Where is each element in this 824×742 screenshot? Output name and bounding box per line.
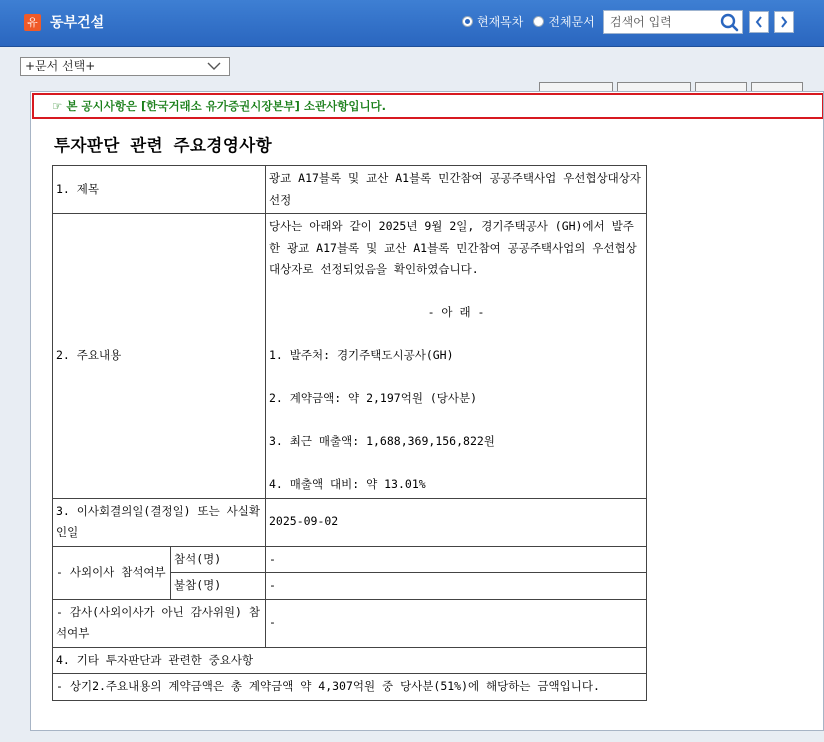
search-icon[interactable]: [718, 12, 740, 32]
row-value-absent: -: [266, 573, 647, 600]
radio-whole-document[interactable]: [533, 13, 594, 30]
chevron-left-icon: [755, 16, 763, 28]
table-row: [53, 599, 647, 647]
chevron-right-icon: [780, 16, 788, 28]
table-row: [53, 498, 647, 546]
search-scope-group: [462, 13, 605, 30]
next-button[interactable]: [774, 11, 794, 33]
row-label-title: 1. 제목: [53, 166, 266, 214]
row-label-auditor: - 감사(사외이사가 아닌 감사위원) 참석여부: [53, 599, 266, 647]
content-item: 4. 매출액 대비: 약 13.01%: [269, 477, 426, 491]
row-label-other-matters: 4. 기타 투자판단과 관련한 중요사항: [53, 647, 647, 674]
row-value-main-content: [266, 214, 647, 499]
row-label-absent: 불참(명): [171, 573, 266, 600]
radio-all-label: 전체문서: [548, 15, 595, 29]
document-select[interactable]: [20, 57, 230, 76]
market-badge: 유: [24, 14, 41, 31]
table-row: [53, 166, 647, 214]
company-name[interactable]: 동부건설: [50, 15, 105, 31]
row-label-main-content: 2. 주요내용: [53, 214, 266, 499]
radio-current-label: 현재목차: [477, 15, 524, 29]
row-value-auditor: -: [266, 599, 647, 647]
content-intro: 당사는 아래와 같이 2025년 9월 2일, 경기주택공사 (GH)에서 발주한 광교 A17블록 및 교산 A1블록 민간참여 공공주택사업의 우선협상대상자로 선정되었음을 확인하였습니다.: [269, 219, 637, 276]
prev-button[interactable]: [749, 11, 769, 33]
content-below-heading: - 아 래 -: [427, 305, 485, 319]
radio-current-section[interactable]: [462, 13, 523, 30]
jurisdiction-notice: ☞ 본 공시사항은 [한국거래소 유가증권시장본부] 소관사항입니다.: [32, 93, 824, 119]
content-item: 2. 계약금액: 약 2,197억원 (당사분): [269, 391, 478, 405]
row-label-attend: 참석(명): [171, 546, 266, 573]
chevron-down-icon: [207, 62, 221, 71]
row-value-other-matters: - 상기2.주요내용의 계약금액은 총 계약금액 약 4,307억원 중 당사분(51%)에 해당하는 금액입니다.: [53, 674, 647, 701]
row-value-attend: -: [266, 546, 647, 573]
table-row: [53, 647, 647, 674]
row-value-title: 광교 A17블록 및 교산 A1블록 민간참여 공공주택사업 우선협상대상자 선정: [266, 166, 647, 214]
document-select-value: +문서 선택+: [25, 59, 96, 73]
disclosure-table: [52, 165, 647, 701]
radio-checked-icon: [462, 16, 473, 27]
search-box: [603, 10, 743, 34]
content-item: 1. 발주처: 경기주택도시공사(GH): [269, 348, 454, 362]
document-title: 투자판단 관련 주요경영사항: [54, 136, 273, 155]
row-label-outside-director: - 사외이사 참석여부: [53, 546, 171, 599]
search-input[interactable]: [604, 11, 726, 33]
content-item: 3. 최근 매출액: 1,688,369,156,822원: [269, 434, 495, 448]
table-row: [53, 546, 647, 573]
document-viewer[interactable]: [30, 91, 824, 731]
row-value-board-date: 2025-09-02: [266, 498, 647, 546]
table-row: [53, 214, 647, 499]
radio-unchecked-icon: [533, 16, 544, 27]
header-bar: [0, 0, 824, 47]
table-row: [53, 674, 647, 701]
row-label-board-date: 3. 이사회결의일(결정일) 또는 사실확인일: [53, 498, 266, 546]
